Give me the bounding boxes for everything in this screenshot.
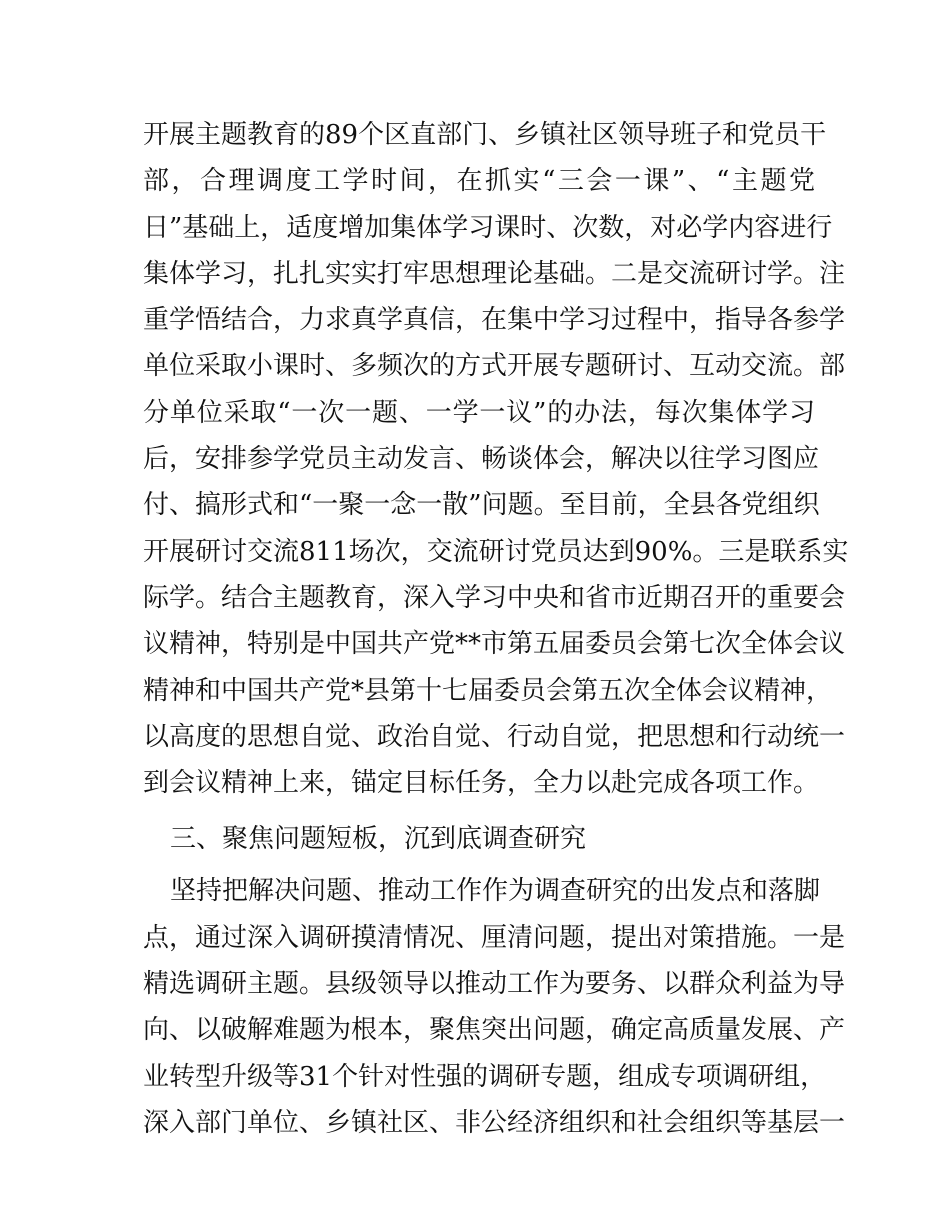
text-line: 分单位采取“一次一题、一学一议”的办法，每次集体学习 xyxy=(143,397,815,428)
section-heading: 三、聚焦问题短板，沉到底调查研究 xyxy=(170,824,587,855)
text-line: 部，合理调度工学时间，在抓实“三会一课”、“主题党 xyxy=(143,166,815,197)
text-line: 开展主题教育的89个区直部门、乡镇社区领导班子和党员干 xyxy=(143,120,827,150)
text-line: 际学。结合主题教育，深入学习中央和省市近期召开的重要会 xyxy=(143,582,846,613)
text-line: 议精神，特别是中国共产党**市第五届委员会第七次全体会议 xyxy=(143,629,846,660)
text-line: 点，通过深入调研摸清情况、厘清问题，提出对策措施。一是 xyxy=(143,922,846,953)
text-line: 重学悟结合，力求真学真信，在集中学习过程中，指导各参学 xyxy=(143,305,846,336)
text-line: 单位采取小课时、多频次的方式开展专题研讨、互动交流。部 xyxy=(143,351,846,382)
text-line: 坚持把解决问题、推动工作作为调查研究的出发点和落脚 xyxy=(170,876,821,907)
text-line: 付、搞形式和“一聚一念一散”问题。至目前，全县各党组织 xyxy=(143,490,820,521)
text-line: 精神和中国共产党*县第十七届委员会第五次全体会议精神， xyxy=(143,675,833,706)
text-line: 业转型升级等31个针对性强的调研专题，组成专项调研组， xyxy=(143,1061,827,1092)
text-line: 深入部门单位、乡镇社区、非公经济组织和社会组织等基层一 xyxy=(143,1107,846,1138)
text-line: 集体学习，扎扎实实打牢思想理论基础。二是交流研讨学。注 xyxy=(143,258,846,289)
paragraph-1 xyxy=(143,112,849,806)
text-line: 到会议精神上来，锚定目标任务，全力以赴完成各项工作。 xyxy=(143,768,820,799)
text-line: 开展研讨交流811场次，交流研讨党员达到90%。三是联系实 xyxy=(143,536,849,567)
text-line: 以高度的思想自觉、政治自觉、行动自觉，把思想和行动统一 xyxy=(143,721,846,752)
text-line: 日”基础上，适度增加集体学习课时、次数，对必学内容进行 xyxy=(143,212,833,243)
document-body xyxy=(143,112,849,1146)
text-line: 后，安排参学党员主动发言、畅谈体会，解决以往学习图应 xyxy=(143,444,820,475)
text-line: 向、以破解难题为根本，聚焦突出问题，确定高质量发展、产 xyxy=(143,1015,846,1046)
paragraph-2 xyxy=(143,868,846,1146)
text-line: 精选调研主题。县级领导以推动工作为要务、以群众利益为导 xyxy=(143,969,846,1000)
